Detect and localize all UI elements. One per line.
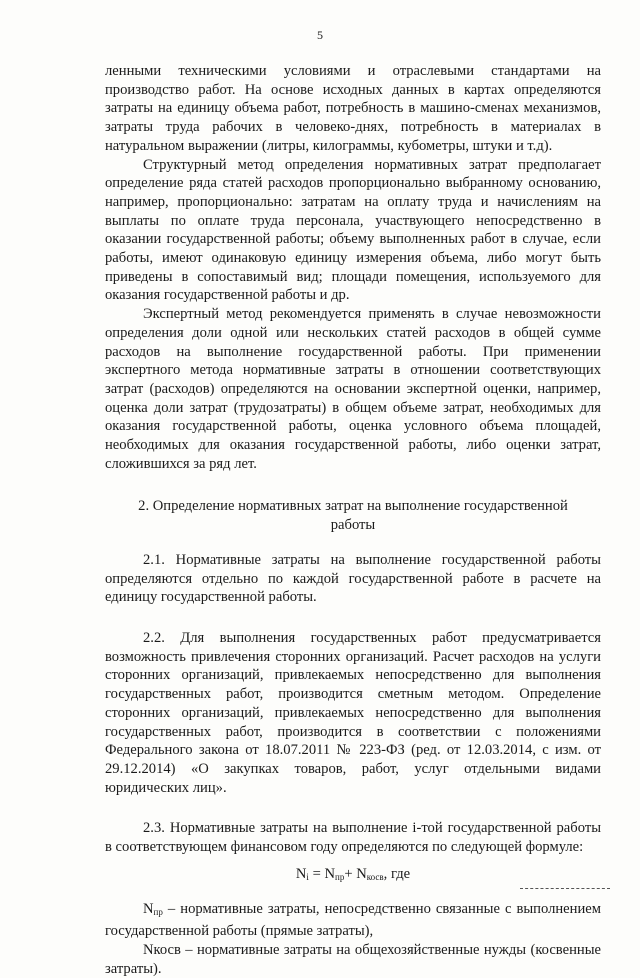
- formula-lhs: N: [295, 865, 307, 882]
- paragraph-2-1: 2.1. Нормативные затраты на выполнение государственной работы определяются отдельно по каждой государственной работе в расчете на единицу государственной работы.: [105, 551, 601, 606]
- definition-npr: [105, 900, 601, 940]
- definition-npr-sub: пр: [153, 907, 163, 918]
- page-number: 5: [317, 28, 323, 42]
- formula: [105, 865, 601, 887]
- document-body: [105, 62, 601, 978]
- paragraph-continuation: ленными техническими условиями и отраслевыми стандартами на производство работ. На основе исходных данных в картах определяются затраты на единицу объема работ, потребность в машино-сменах механизмов, затраты труда рабочих в человеко-днях, потребность в материалах в натуральном выражении (литры, килограммы, кубометры, штуки и т.д).: [105, 63, 601, 154]
- footer-divider: [520, 888, 610, 889]
- formula-lhs-sub: i: [306, 871, 309, 882]
- formula-tail: , где: [383, 865, 411, 882]
- formula-term2-sub: косв: [366, 871, 384, 882]
- paragraph-2-3: 2.3. Нормативные затраты на выполнение i-той государственной работы в соответствующем финансовом году определяются по следующей формуле:: [105, 820, 601, 856]
- paragraph-2-2: 2.2. Для выполнения государственных работ предусматривается возможность привлечения сторонних организаций. Расчет расходов на услуги сторонних организаций, привлекаемых непосредственно для выполнения государственных работ, производится сметным методом. Определение сторонних организаций, привлекаемых непосредственно для выполнения государственных работ, производится в соответствии с положениями Федерального закона от 18.07.2011 № 223-ФЗ (ред. от 12.03.2014, с изм. от 29.12.2014) «О закупках товаров, работ, услуг отдельными видами юридических лиц».: [105, 629, 601, 796]
- definition-nkosv: Nкосв – нормативные затраты на общехозяйственные нужды (косвенные затраты).: [105, 941, 601, 977]
- formula-eq: = N: [308, 865, 336, 882]
- definition-npr-text: – нормативные затраты, непосредственно связанные с выполнением государственной работы (прямые затраты),: [105, 901, 601, 940]
- section-heading: [105, 497, 601, 534]
- formula-term1-sub: пр: [335, 871, 345, 882]
- definition-npr-symbol: N: [143, 901, 154, 918]
- paragraph-structural-method: Структурный метод определения нормативных затрат предполагает определение ряда статей расходов пропорционально выбранному основанию, например, пропорционально: затратам на оплату труда и начислениям на выплаты по оплате труда персонала, участвующего непосредственно в оказании государственной работы; объему выполненных работ в случае, если работы, имеют одинаковую единицу измерения объема, либо могут быть приведены в сопоставимый вид; площади помещения, используемого для оказания государственной работы и др.: [105, 156, 601, 304]
- formula-plus: + N: [344, 865, 367, 882]
- paragraph-expert-method: Экспертный метод рекомендуется применять в случае невозможности определения доли одной или нескольких статей расходов в общей сумме расходов на выполнение государственной работы. При применении экспертного метода нормативные затраты в отношении соответствующих затрат (расходов) определяются на основании экспертной оценки, например, оценка доли затрат (трудозатраты) в общем объеме затрат, необходимых для оказания государственной работы, оценка условного объема площадей, необходимых для оказания государственной работы, либо оценки затрат, сложившихся за ряд лет.: [105, 306, 601, 472]
- section-heading-line2: работы: [330, 517, 376, 534]
- section-heading-line1: 2. Определение нормативных затрат на выполнение государственной: [138, 498, 568, 515]
